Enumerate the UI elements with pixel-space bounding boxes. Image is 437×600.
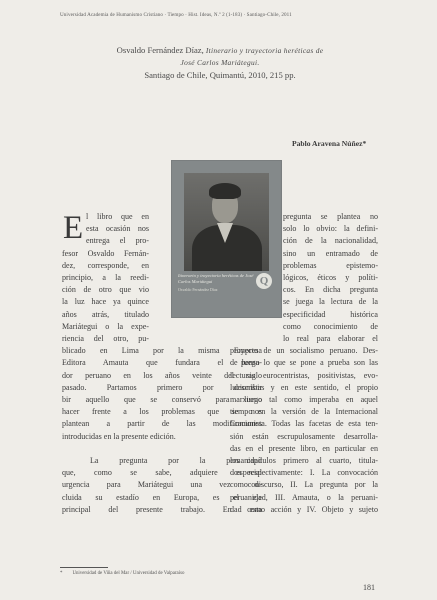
book-author: Osvaldo Fernández Díaz, — [116, 45, 206, 55]
text-line: principio, a la reedi- — [62, 273, 149, 282]
text-line: hacer frente a los problemas que se nos — [62, 407, 262, 417]
footnote-text: Universidad de Viña del Mar / Universidad de Valparaíso — [72, 571, 185, 576]
text-line: los capítulos primero al cuarto, titula- — [230, 456, 378, 465]
text-line: riencia del otro, pu- — [62, 334, 149, 343]
footnote — [60, 571, 184, 576]
text-line: de luego lo que se pone a prueba son las — [230, 358, 378, 368]
text-line: sino un entramado de — [283, 248, 378, 258]
text-line: especificidad histórica — [283, 309, 378, 319]
text-line: como conocimiento de — [283, 321, 378, 331]
text-line: das en el presente libro, en particular en — [230, 443, 378, 453]
footnote-mark: * — [60, 571, 63, 576]
text-line: marxismo tal como imperaba en aquel — [230, 395, 378, 404]
publication-info: Santiago de Chile, Quimantú, 2010, 215 pp. — [144, 70, 296, 80]
cover-title: Itinerario y trayectoria heréticas de José Carlos Mariátegui — [178, 273, 254, 284]
text-line: como discurso, II. La pregunta por la — [230, 480, 378, 490]
text-line: principal del presente trabajo. En esta — [62, 504, 262, 514]
text-line: Mariátegui o la expe- — [62, 321, 149, 331]
text-line: entrega el pro- — [86, 236, 149, 246]
text-line: lecturas eurocentristas, positivistas, evo- — [230, 370, 378, 380]
text-line: fesor Osvaldo Fernán- — [62, 248, 149, 258]
text-line: introducidas en la presente edición. — [62, 431, 176, 441]
text-line: que, como se sabe, adquiere especial — [62, 468, 262, 478]
cover-author: Osvaldo Fernández Díaz — [178, 287, 218, 292]
running-head: Universidad Academia de Humanismo Cristiano · Tiempo · Hist. Ideas, N.º 2 (1-183) · Santiago-Chile, 2011 — [60, 12, 292, 18]
text-line: pasado. Partamos primero por describir — [62, 382, 262, 392]
review-citation — [90, 44, 350, 81]
text-line: años atrás, titulado — [62, 309, 149, 319]
text-line: dez, corresponde, en — [62, 260, 149, 270]
text-line: dor peruano en los años veinte del siglo — [62, 370, 262, 380]
text-line: tiempo en la versión de la Internacional — [230, 407, 378, 417]
text-line: proyecto de un socialismo peruano. Des- — [230, 346, 378, 356]
text-line: l libro que en — [86, 212, 149, 221]
reviewer-name: Pablo Aravena Núñez* — [292, 139, 367, 148]
text-line: sión están escrupulosamente desarrolla- — [230, 431, 378, 441]
text-line: urgencia para Mariátegui una vez con- — [62, 480, 262, 490]
publisher-logo-icon: Q — [256, 273, 272, 289]
text-line: dos respectivamente: I. La convocación — [230, 468, 378, 478]
text-line: la luz hace ya quince — [62, 297, 149, 307]
text-line: pregunta se plantea no — [283, 212, 378, 221]
text-line: problemas epistemo- — [283, 260, 378, 270]
footnote-rule — [60, 567, 108, 568]
page-number: 181 — [363, 583, 375, 592]
book-cover-image — [171, 160, 282, 318]
portrait-photo — [184, 173, 269, 271]
text-line: se juega la lectura de la — [283, 297, 378, 307]
text-line: Editora Amauta que fundara el pensa- — [62, 358, 262, 368]
text-line: bir aquello que se conservó para luego — [62, 395, 262, 404]
text-line: solo lo obvio: la defini- — [283, 224, 378, 234]
book-title-part-2: José Carlos Mariátegui. — [180, 58, 260, 67]
text-line: lucionistas y en este sentido, el propio — [230, 382, 378, 392]
book-title-part-1: Itinerario y trayectoria heréticas de — [205, 46, 324, 55]
text-line: lógicos, éticos y políti- — [283, 273, 378, 282]
drop-cap: E — [63, 210, 84, 246]
citation-line-1 — [90, 44, 350, 57]
text-line: plantean a partir de las modificaciones — [62, 419, 262, 429]
text-line: ción de la nacionalidad, — [283, 236, 378, 246]
text-line: La pregunta por la peruanidad — [90, 456, 262, 465]
text-line: lo real para elaborar el — [283, 334, 378, 343]
text-line: cluida su estadío en Europa, es el eje — [62, 492, 262, 502]
text-line: dad como acción y IV. Objeto y sujeto — [230, 504, 378, 514]
text-line: ción de otro que vio — [62, 285, 149, 295]
text-line: Comunista. Todas las facetas de esta ten- — [230, 419, 378, 429]
text-line: blicado en Lima por la misma Empresa — [62, 346, 262, 356]
text-line: cos. En dicha pregunta — [283, 285, 378, 295]
text-line: peruanidad, III. Amauta, o la peruani- — [230, 492, 378, 502]
text-line: esta ocasión nos — [86, 224, 149, 234]
